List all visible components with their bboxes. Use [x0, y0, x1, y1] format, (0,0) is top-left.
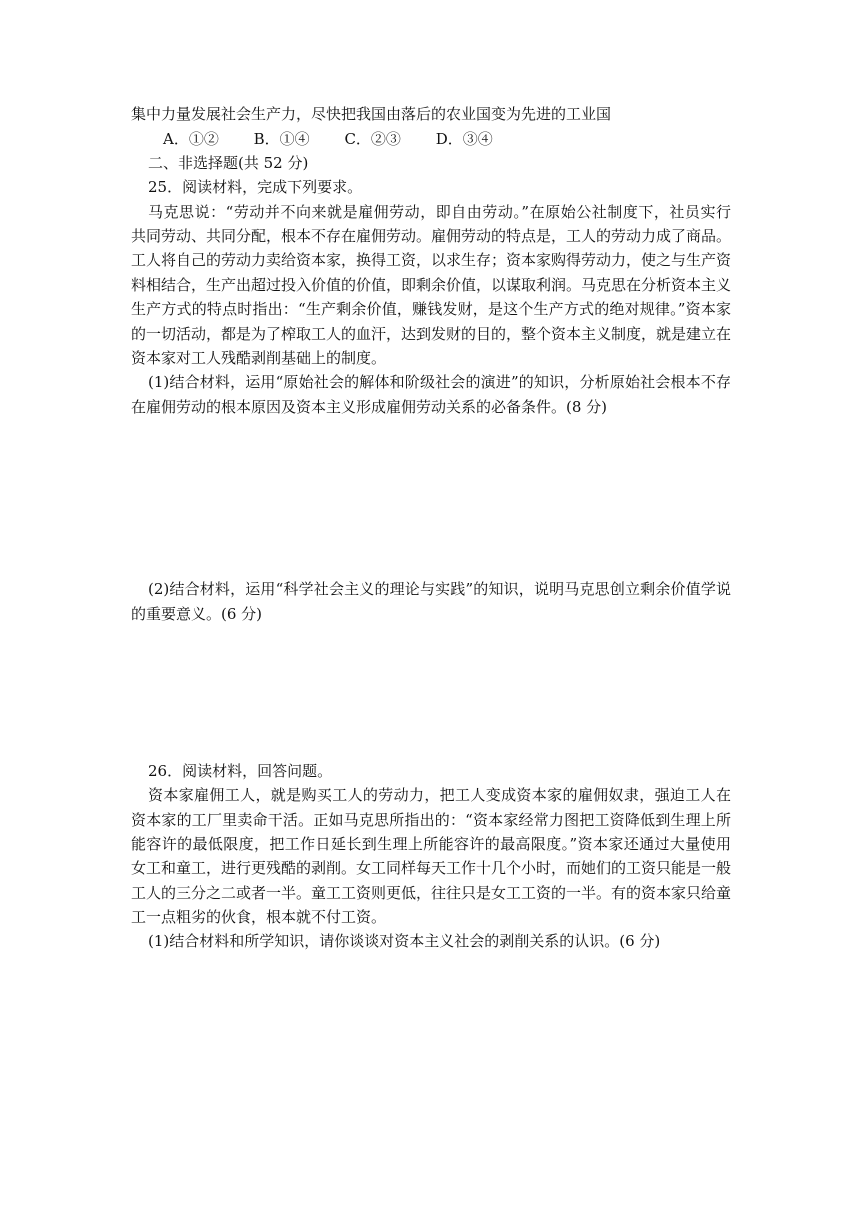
q26-material-line: 工一点粗劣的伙食，根本就不付工资。	[131, 908, 387, 926]
q24-options	[163, 127, 493, 152]
q26-material-line: 资本家的工厂里卖命干活。正如马克思所指出的：“资本家经常力图把工资降低到生理上所	[131, 811, 731, 829]
q25-material-line: 马克思说：“劳动并不向来就是雇佣劳动，即自由劳动。”在原始公社制度下，社员实行	[148, 203, 731, 221]
q25-sub2-line: (2)结合材料，运用“科学社会主义的理论与实践”的知识，说明马克思创立剩余价值学说	[148, 580, 731, 598]
q25-material-line: 料相结合，生产出超过投入价值的价值，即剩余价值，以谋取利润。马克思在分析资本主义	[131, 276, 732, 294]
q26-material-line: 资本家雇佣工人，就是购买工人的劳动力，把工人变成资本家的雇佣奴隶，强迫工人在	[148, 786, 731, 804]
q26-sub1: (1)结合材料和所学知识，请你谈谈对资本主义社会的剥削关系的认识。(6 分)	[148, 932, 661, 950]
q26-stem: 26．阅读材料，回答问题。	[148, 762, 333, 780]
q25-stem: 25．阅读材料，完成下列要求。	[148, 178, 363, 196]
q25-sub1-line: 在雇佣劳动的根本原因及资本主义形成雇佣劳动关系的必备条件。(8 分)	[131, 398, 608, 416]
option-d: D．③④	[435, 130, 493, 148]
option-b: B．①④	[253, 130, 310, 148]
q26-material-line: 能容许的最低限度，把工作日延长到生理上所能容许的最高限度。”资本家还通过大量使用	[131, 835, 731, 853]
q25-material-line: 的一切活动，都是为了榨取工人的血汗，达到发财的目的，整个资本主义制度，就是建立在	[131, 325, 732, 343]
q25-material-line: 共同劳动、共同分配，根本不存在雇佣劳动。雇佣劳动的特点是，工人的劳动力成了商品。	[131, 227, 732, 245]
q25-sub2-line: 的重要意义。(6 分)	[131, 605, 263, 623]
q25-sub1-line: (1)结合材料，运用“原始社会的解体和阶级社会的演进”的知识，分析原始社会根本不存	[148, 373, 731, 391]
q25-material-line: 工人将自己的劳动力卖给资本家，换得工资，以求生存；资本家购得劳动力，使之与生产资	[131, 251, 732, 269]
option-c: C．②③	[344, 130, 401, 148]
q25-material-line: 资本家对工人残酷剥削基础上的制度。	[131, 349, 387, 367]
q26-material-line: 女工和童工，进行更残酷的剥削。女工同样每天工作十几个小时，而她们的工资只能是一般	[131, 859, 732, 877]
option-a: A．①②	[163, 130, 219, 148]
q25-material-line: 生产方式的特点时指出：“生产剩余价值，赚钱发财，是这个生产方式的绝对规律。”资本家	[131, 300, 731, 318]
q26-material-line: 工人的三分之二或者一半。童工工资则更低，往往只是女工工资的一半。有的资本家只给童	[131, 884, 732, 902]
q24-stem-tail: 集中力量发展社会生产力，尽快把我国由落后的农业国变为先进的工业国	[131, 105, 612, 123]
section-title: 二、非选择题(共 52 分)	[148, 154, 309, 172]
